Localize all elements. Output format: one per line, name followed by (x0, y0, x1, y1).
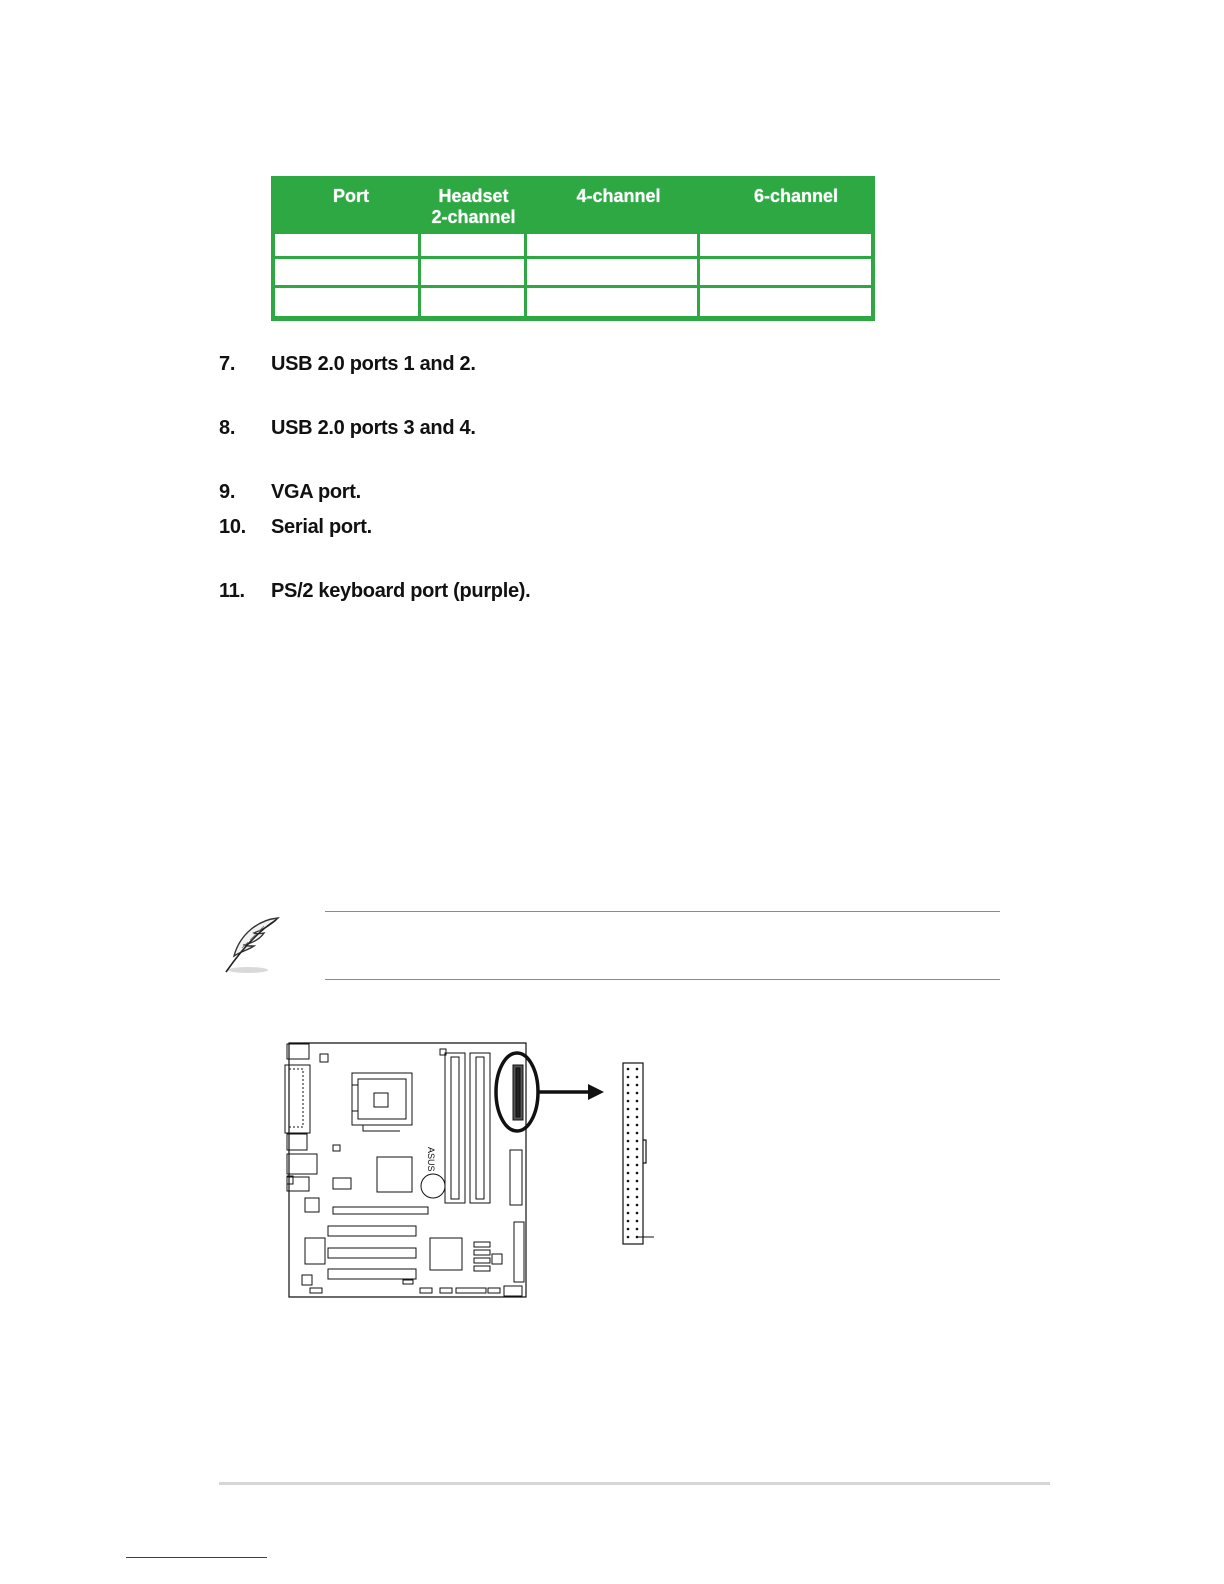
list-text: USB 2.0 ports 3 and 4. (271, 417, 476, 439)
motherboard-layout-diagram (270, 1035, 670, 1305)
table-header-headset-label: Headset (438, 186, 509, 206)
list-number: 11. (219, 580, 245, 602)
board-logo-text: ASUS (426, 1147, 436, 1172)
table-header-headset-sub: 2-channel (431, 207, 516, 227)
list-text: VGA port. (271, 481, 361, 503)
audio-config-table (271, 176, 875, 321)
list-number: 7. (219, 353, 236, 375)
list-number: 10. (219, 516, 246, 538)
list-text: USB 2.0 ports 1 and 2. (271, 353, 476, 375)
note-top-rule (325, 911, 1000, 912)
list-number: 9. (219, 481, 236, 503)
list-text: PS/2 keyboard port (purple). (271, 580, 531, 602)
table-header-4ch: 4-channel (576, 186, 661, 206)
list-number: 8. (219, 417, 236, 439)
quill-pen-icon (218, 912, 284, 978)
bottom-link-underline (126, 1557, 267, 1558)
table-row (275, 288, 871, 316)
table-header-headset (416, 186, 531, 228)
list-text: Serial port. (271, 516, 372, 538)
table-header-6ch: 6-channel (753, 186, 839, 206)
table-header-port: Port (333, 186, 369, 206)
note-bottom-rule (325, 979, 1000, 980)
pin-header-connector (623, 1063, 654, 1244)
table-row (275, 234, 871, 256)
table-row (275, 259, 871, 285)
footer-rule (219, 1482, 1050, 1485)
